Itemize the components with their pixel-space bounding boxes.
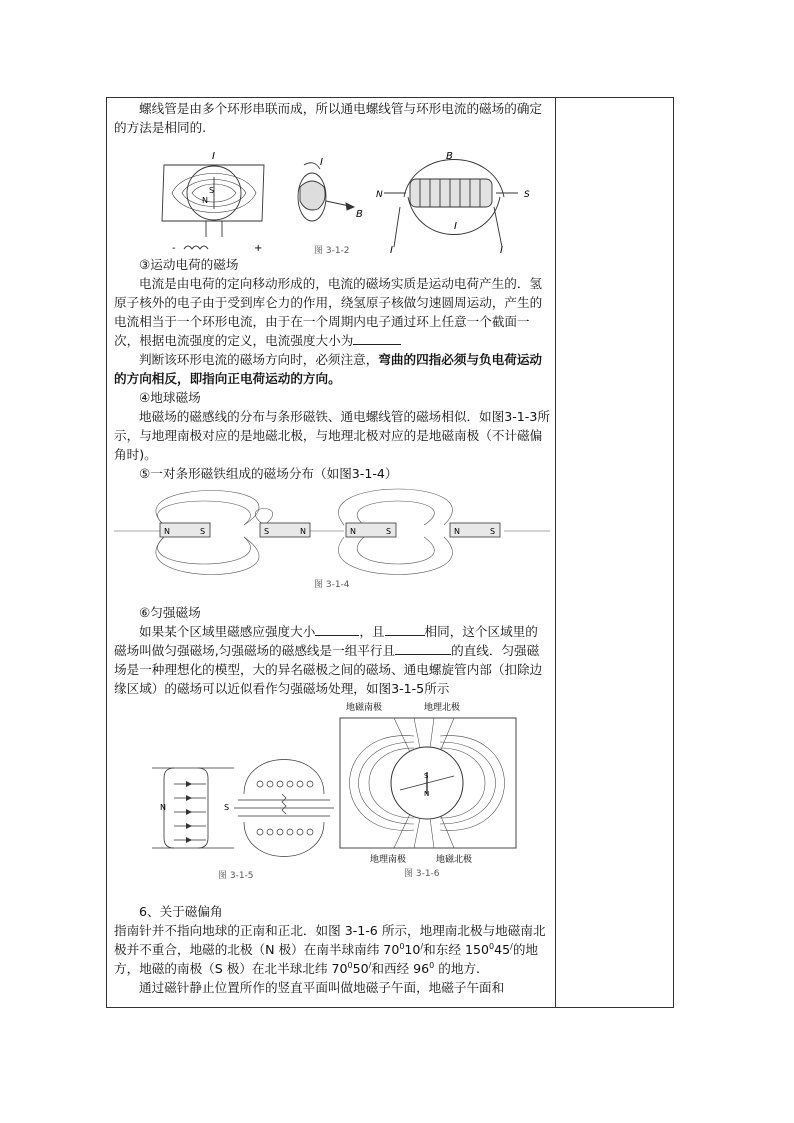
judge-paragraph xyxy=(114,350,550,388)
fig312-label-minus: - xyxy=(172,243,176,254)
moving-charge-text: 电流是由电荷的定向移动形成的，电流的磁场实质是运动电荷产生的．氢原子核外的电子由于受到库仑力的作用，绕氢原子核做匀速圆周运动，产生的电流相当于一个环形电流，由于在一个周期内电子通过环上任意一个截面一次，根据电流强度的定义，电流强度大小为 xyxy=(114,276,543,348)
figure-3-1-2-drawing xyxy=(114,137,550,255)
decl-text-5: 的地方，地磁的南极（S 极）在北半球北纬 70 xyxy=(114,942,538,976)
decl-sup-3: 0 xyxy=(347,960,353,970)
decl-text-8: 的地方. xyxy=(434,961,481,976)
solenoid-paragraph: 螺线管是由多个环形串联而成，所以通电螺线管与环形电流的磁场的确定的方法是相同的. xyxy=(114,101,542,135)
decl-sup-1: 0 xyxy=(399,941,405,951)
fig315-label-N: N xyxy=(160,803,166,812)
uniform-d: 的直线．匀强磁场是一种理想化的模型，大的异名磁极之间的磁场、通电螺旋管内部（扣除边缘区域）的磁场可以近似看作匀强磁场处理，如图3-1-5所示 xyxy=(114,643,543,696)
decl-prime-1: / xyxy=(420,941,424,951)
fig316-bottom-right: 地磁北极 xyxy=(436,855,473,865)
meridian-paragraph: 通过磁针静止位置所作的竖直平面叫做地磁子午面，地磁子午面和 xyxy=(139,980,505,995)
uniform-blank-1[interactable] xyxy=(315,622,359,636)
decl-text-1: 指南针并不指向地球的正南和正北．如图 3-1-6 所示，地理南北极与地磁南北极并不重合，地磁的北极（N 极）在南半球南纬 70 xyxy=(114,923,546,957)
current-blank[interactable] xyxy=(353,331,401,345)
decl-text-2: 10 xyxy=(404,942,421,957)
fig312-label-I2: I xyxy=(320,157,323,168)
heading-declination: 6、关于磁偏角 xyxy=(139,904,223,919)
figure-3-1-4 xyxy=(114,483,550,603)
fig316-label-S: S xyxy=(424,772,429,780)
figure-3-1-2 xyxy=(114,137,550,255)
uniform-blank-2[interactable] xyxy=(385,622,425,636)
decl-text-6: 50 xyxy=(352,961,369,976)
decl-prime-3: / xyxy=(368,960,372,970)
uniform-c: 相同，这个区域里的磁场叫做匀强磁场,匀强磁场的磁感线是一组平行且 xyxy=(114,624,538,658)
judge-bold: 弯曲的四指必须与负电荷运动的方向相反，即指向正电荷运动的方向。 xyxy=(114,352,542,386)
fig312-label-I5: I xyxy=(500,245,503,255)
fig312-label-I: I xyxy=(212,151,215,162)
uniform-blank-3[interactable] xyxy=(395,641,451,655)
decl-text-3: 和东经 150 xyxy=(423,942,489,957)
decl-text-4: 45 xyxy=(494,942,511,957)
figure-3-1-4-drawing xyxy=(114,483,550,603)
fig312-label-plus: + xyxy=(254,243,263,254)
fig312-label-N: N xyxy=(202,196,208,205)
fig312-label-N2: N xyxy=(376,190,383,200)
fig315-caption: 图 3-1-5 xyxy=(218,871,254,881)
magnet2-left-label: S xyxy=(264,527,270,536)
decl-text-7: 和西经 96 xyxy=(371,961,430,976)
magnet2-right-label: N xyxy=(300,527,306,536)
magnet4-left-label: N xyxy=(454,527,460,536)
fig315-label-S: S xyxy=(224,803,230,812)
judge-plain: 判断该环形电流的磁场方向时，必须注意， xyxy=(139,352,379,367)
heading-uniform-field: ⑥匀强磁场 xyxy=(139,605,201,620)
earth-paragraph: 地磁场的磁感线的分布与条形磁铁、通电螺线管的磁场相似．如图3-1-3所示，与地理南极对应的是地磁北极，与地理北极对应的是地磁南极（不计磁偏角时)。 xyxy=(114,409,550,462)
fig312-label-S2: S xyxy=(524,190,530,200)
moving-charge-paragraph xyxy=(114,274,550,350)
fig312-label-B: B xyxy=(356,209,363,220)
fig314-caption: 图 3-1-4 xyxy=(314,580,350,590)
heading-moving-charge: ③运动电荷的磁场 xyxy=(139,257,239,272)
magnet3-left-label: N xyxy=(350,527,356,536)
decl-prime-2: / xyxy=(510,941,513,951)
magnet1-right-label: S xyxy=(200,527,206,536)
fig316-bottom-left: 地理南极 xyxy=(370,855,407,865)
magnet3-right-label: S xyxy=(386,527,392,536)
fig312-label-I4: I xyxy=(390,245,393,255)
table-column-divider xyxy=(555,97,556,1008)
fig316-label-N: N xyxy=(424,790,430,798)
magnet1-left-label: N xyxy=(164,527,170,536)
decl-sup-4: 0 xyxy=(429,960,435,970)
heading-magnet-pair: ⑤一对条形磁铁组成的磁场分布（如图3-1-4） xyxy=(139,466,398,481)
figures-3-1-5-and-3-1-6 xyxy=(114,698,550,888)
magnet4-right-label: S xyxy=(490,527,496,536)
fig316-top-right: 地理北极 xyxy=(424,703,461,713)
heading-earth-field: ④地球磁场 xyxy=(139,390,201,405)
fig312-label-B2: B xyxy=(446,151,453,162)
uniform-paragraph xyxy=(114,622,550,698)
content-column xyxy=(114,99,550,997)
decl-sup-2: 0 xyxy=(488,941,495,951)
fig312-label-S: S xyxy=(209,186,215,195)
figure-3-1-5-3-1-6-drawing xyxy=(114,698,550,888)
uniform-a: 如果某个区域里磁感应强度大小 xyxy=(139,624,316,639)
fig316-top-left: 地磁南极 xyxy=(346,703,383,713)
fig312-label-I3: I xyxy=(454,221,457,232)
declination-paragraph xyxy=(114,921,550,978)
uniform-b: ，且 xyxy=(359,624,385,639)
fig316-caption: 图 3-1-6 xyxy=(404,869,440,879)
fig312-caption: 图 3-1-2 xyxy=(314,246,350,255)
